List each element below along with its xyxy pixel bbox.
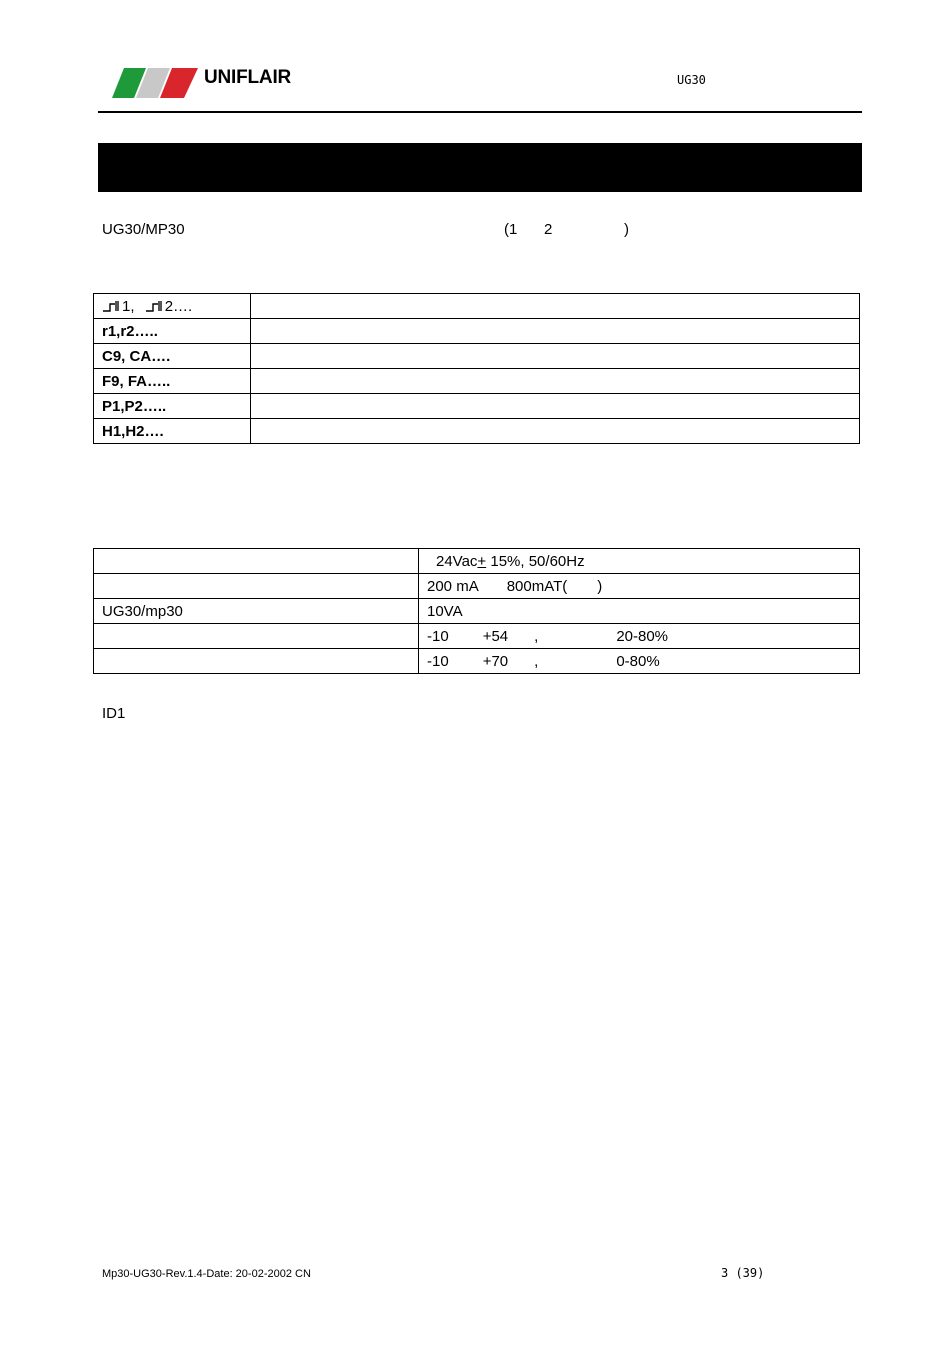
value-3: , bbox=[534, 652, 539, 670]
value-1: -10 bbox=[427, 652, 449, 670]
spec-value bbox=[419, 649, 860, 674]
parameter-desc bbox=[251, 419, 860, 444]
value-4: 20-80% bbox=[616, 627, 669, 645]
note-id1: ID1 bbox=[102, 705, 126, 722]
intro-paren-close: ) bbox=[624, 221, 629, 238]
value-plus-minus: + bbox=[477, 552, 487, 570]
value-4: 0-80% bbox=[616, 652, 660, 670]
intro-paren-open: (1 bbox=[504, 221, 518, 238]
value-main: 24Vac bbox=[436, 552, 478, 570]
code-part-b: 2…. bbox=[164, 297, 193, 315]
parameter-desc bbox=[251, 344, 860, 369]
table-row bbox=[94, 574, 860, 599]
footer-revision: Mp30-UG30-Rev.1.4-Date: 20-02-2002 CN bbox=[102, 1268, 311, 1280]
value-2: +70 bbox=[482, 652, 509, 670]
value-rest: 15%, 50/60Hz bbox=[486, 552, 585, 570]
value-2: +54 bbox=[482, 627, 509, 645]
value-3: ) bbox=[597, 577, 603, 595]
value-2: 800mAT( bbox=[506, 577, 568, 595]
spec-label: UG30/mp30 bbox=[94, 599, 419, 624]
parameter-code: F9, FA….. bbox=[94, 369, 251, 394]
table-row bbox=[94, 549, 860, 574]
relay-icon bbox=[102, 300, 120, 312]
spec-table bbox=[93, 548, 860, 674]
spec-label bbox=[94, 624, 419, 649]
relay-icon bbox=[145, 300, 163, 312]
table-row bbox=[94, 319, 860, 344]
logo-mark-icon bbox=[112, 68, 198, 98]
parameter-code: H1,H2…. bbox=[94, 419, 251, 444]
table-row bbox=[94, 624, 860, 649]
spec-value: 10VA bbox=[419, 599, 860, 624]
section-title-bar bbox=[98, 143, 862, 192]
parameter-desc bbox=[251, 294, 860, 319]
spec-value bbox=[419, 574, 860, 599]
parameter-desc bbox=[251, 369, 860, 394]
spec-label bbox=[94, 549, 419, 574]
footer-page-number: 3 (39) bbox=[721, 1266, 765, 1280]
header-divider bbox=[98, 111, 862, 113]
intro-number: 2 bbox=[544, 221, 553, 238]
table-row bbox=[94, 394, 860, 419]
parameter-code: P1,P2….. bbox=[94, 394, 251, 419]
value-1: -10 bbox=[427, 627, 449, 645]
code-part-a: 1, bbox=[122, 297, 135, 315]
spec-value bbox=[419, 549, 860, 574]
doc-code: UG30 bbox=[677, 73, 706, 87]
parameter-desc bbox=[251, 319, 860, 344]
value-1: 200 mA bbox=[427, 577, 479, 595]
parameter-table bbox=[93, 293, 860, 444]
table-row bbox=[94, 419, 860, 444]
table-row bbox=[94, 599, 860, 624]
spec-label bbox=[94, 649, 419, 674]
parameter-code: C9, CA…. bbox=[94, 344, 251, 369]
table-row bbox=[94, 294, 860, 319]
brand-name: UNIFLAIR bbox=[204, 67, 292, 88]
table-row bbox=[94, 649, 860, 674]
spec-value bbox=[419, 624, 860, 649]
parameter-desc bbox=[251, 394, 860, 419]
value-3: , bbox=[534, 627, 539, 645]
table-row bbox=[94, 344, 860, 369]
table-row bbox=[94, 369, 860, 394]
parameter-code bbox=[94, 294, 251, 319]
intro-model: UG30/MP30 bbox=[102, 221, 185, 238]
parameter-code: r1,r2….. bbox=[94, 319, 251, 344]
uniflair-logo bbox=[112, 64, 302, 102]
spec-label bbox=[94, 574, 419, 599]
